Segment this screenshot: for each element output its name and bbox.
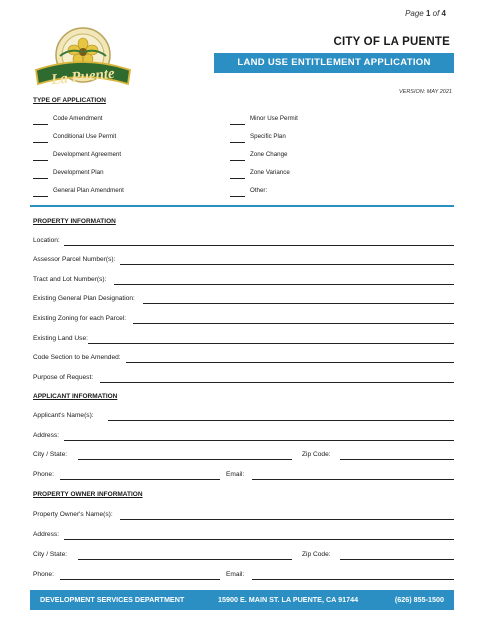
existing-land-use-label: Existing Land Use: [33, 335, 88, 342]
checkbox-zone-change[interactable] [230, 149, 430, 161]
owner-phone-label: Phone: [33, 571, 54, 578]
logo-text: La Puente [50, 65, 116, 89]
check-blank[interactable] [230, 124, 245, 125]
applicant-address-label: Address: [33, 432, 60, 439]
option-label: Development Agreement [53, 151, 122, 158]
checkbox-general-plan-amendment[interactable] [33, 185, 233, 197]
property-information-heading: PROPERTY INFORMATION [33, 218, 116, 225]
application-type-left-column [33, 113, 233, 195]
tract-lot-field[interactable] [114, 284, 454, 285]
general-plan-designation-field[interactable] [143, 303, 454, 304]
check-blank[interactable] [33, 178, 48, 179]
apn-field[interactable] [120, 264, 454, 265]
section-divider [30, 205, 454, 207]
option-label: General Plan Amendment [53, 187, 124, 194]
page-prefix: Page [405, 9, 426, 18]
applicant-name-field[interactable] [108, 420, 454, 421]
purpose-field[interactable] [100, 382, 454, 383]
applicant-email-label: Email: [226, 471, 245, 478]
option-label: Other: [250, 187, 268, 194]
page-number [405, 9, 446, 18]
form-title-banner: LAND USE ENTITLEMENT APPLICATION [214, 53, 454, 73]
applicant-city-state-label: City / State: [33, 451, 68, 458]
owner-name-label: Property Owner's Name(s): [33, 511, 113, 518]
option-label: Code Amendment [53, 115, 103, 122]
check-blank[interactable] [33, 196, 48, 197]
code-section-field[interactable] [126, 362, 454, 363]
owner-email-label: Email: [226, 571, 245, 578]
page-current: 1 [425, 9, 431, 18]
apn-label: Assessor Parcel Number(s): [33, 256, 116, 263]
option-label: Conditional Use Permit [53, 133, 117, 140]
footer-phone: (626) 855-1500 [394, 595, 444, 604]
location-field[interactable] [64, 245, 454, 246]
check-blank[interactable] [230, 142, 245, 143]
application-type-right-column [230, 113, 430, 195]
purpose-label: Purpose of Request: [33, 374, 94, 381]
general-plan-designation-label: Existing General Plan Designation: [33, 295, 135, 302]
applicant-city-state-field[interactable] [78, 459, 292, 460]
footer-bar [30, 590, 454, 610]
checkbox-other[interactable] [230, 185, 430, 197]
footer-department: DEVELOPMENT SERVICES DEPARTMENT [40, 595, 185, 604]
owner-zip-field[interactable] [340, 559, 454, 560]
applicant-address-field[interactable] [64, 440, 454, 441]
check-blank[interactable] [33, 142, 48, 143]
existing-zoning-field[interactable] [133, 323, 454, 324]
checkbox-minor-use-permit[interactable] [230, 113, 430, 125]
checkbox-development-plan[interactable] [33, 167, 233, 179]
applicant-information-heading: APPLICANT INFORMATION [33, 393, 118, 400]
owner-information-heading: PROPERTY OWNER INFORMATION [33, 491, 143, 498]
code-section-label: Code Section to be Amended: [33, 354, 121, 361]
check-blank[interactable] [230, 160, 245, 161]
checkbox-development-agreement[interactable] [33, 149, 233, 161]
owner-city-state-label: City / State: [33, 551, 68, 558]
page-total: 4 [441, 9, 446, 18]
option-label: Specific Plan [250, 133, 286, 140]
city-logo [30, 26, 136, 92]
applicant-zip-field[interactable] [340, 459, 454, 460]
checkbox-conditional-use-permit[interactable] [33, 131, 233, 143]
checkbox-zone-variance[interactable] [230, 167, 430, 179]
option-label: Development Plan [53, 169, 104, 176]
checkbox-code-amendment[interactable] [33, 113, 233, 125]
applicant-name-label: Applicant's Name(s): [33, 412, 94, 419]
type-of-application-heading: TYPE OF APPLICATION [33, 97, 106, 104]
owner-address-field[interactable] [64, 539, 454, 540]
check-blank[interactable] [33, 124, 48, 125]
city-title: CITY OF LA PUENTE [333, 36, 450, 48]
owner-email-field[interactable] [252, 579, 454, 580]
tract-lot-label: Tract and Lot Number(s): [33, 276, 107, 283]
existing-land-use-field[interactable] [88, 343, 454, 344]
owner-phone-field[interactable] [60, 579, 220, 580]
owner-address-label: Address: [33, 531, 60, 538]
checkbox-specific-plan[interactable] [230, 131, 430, 143]
owner-city-state-field[interactable] [78, 559, 292, 560]
page-of: of [430, 9, 442, 18]
version-label: VERSION: MAY 2021 [399, 89, 452, 95]
option-label: Zone Variance [250, 169, 290, 176]
option-label: Minor Use Permit [250, 115, 298, 122]
owner-name-field[interactable] [120, 519, 454, 520]
applicant-zip-label: Zip Code: [302, 451, 331, 458]
check-blank[interactable] [33, 160, 48, 161]
existing-zoning-label: Existing Zoning for each Parcel: [33, 315, 127, 322]
applicant-email-field[interactable] [252, 479, 454, 480]
check-blank[interactable] [230, 178, 245, 179]
option-label: Zone Change [250, 151, 288, 158]
footer-address: 15900 E. MAIN ST. LA PUENTE, CA 91744 [218, 595, 359, 604]
applicant-phone-label: Phone: [33, 471, 54, 478]
location-label: Location: [33, 237, 60, 244]
applicant-phone-field[interactable] [60, 479, 220, 480]
owner-zip-label: Zip Code: [302, 551, 331, 558]
check-blank[interactable] [230, 196, 245, 197]
